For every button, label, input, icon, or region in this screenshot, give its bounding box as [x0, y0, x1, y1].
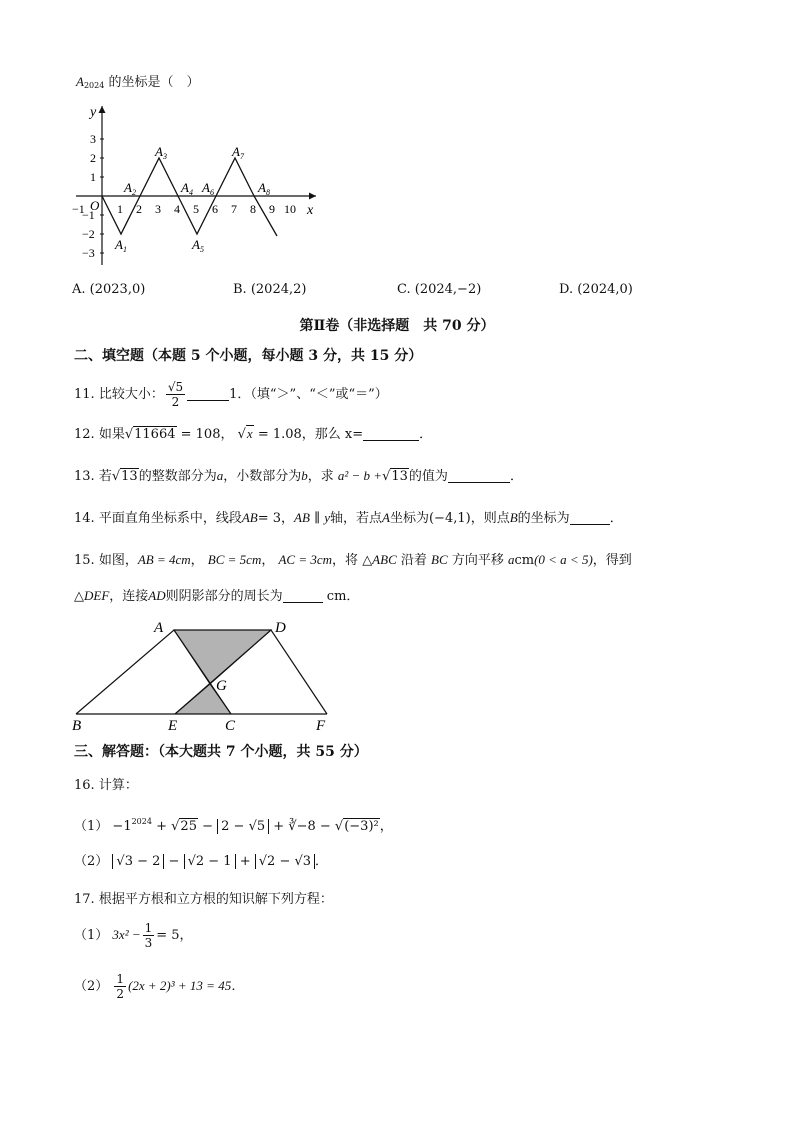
q13-answer-blank[interactable]: [448, 468, 510, 483]
zigzag-line: [102, 158, 277, 236]
x-tick: 1: [117, 202, 123, 216]
x-tick: 2: [136, 202, 142, 216]
point-label-a3: $A_3$: [155, 144, 167, 161]
q12: 12. 如果√11664 = 108， √x = 1.08，那么 x= ．: [74, 426, 433, 442]
label-b: B: [72, 718, 82, 734]
q17-title: 17. 根据平方根和立方根的知识解下列方程：: [74, 892, 333, 907]
part2-title: 第Ⅱ卷（非选择题 共 70 分）: [299, 318, 495, 334]
x-tick: 9: [269, 202, 275, 216]
y-tick: 3: [90, 132, 96, 146]
point-label-a1: $A_1$: [115, 237, 127, 254]
y-axis-label: y: [90, 105, 97, 120]
q10-option-a[interactable]: A. (2023,0): [72, 282, 146, 297]
label-e: E: [168, 718, 178, 734]
label-a: A: [154, 620, 164, 636]
label-c: C: [225, 718, 236, 734]
x-tick: 3: [155, 202, 161, 216]
q17-part1: （1） 3x² − $\frac{1}{3}$ = 5，: [74, 921, 193, 950]
point-label-a2: $A_2$: [124, 180, 136, 197]
q12-answer-blank[interactable]: [363, 426, 419, 441]
y-tick: −3: [82, 246, 95, 260]
translation-triangle-figure: [68, 616, 343, 734]
label-f: F: [316, 718, 326, 734]
y-tick: 2: [90, 151, 96, 165]
x-tick: 5: [193, 202, 199, 216]
q17-fraction-1: $\frac{1}{3}$: [144, 921, 153, 950]
label-g: G: [216, 678, 227, 694]
point-label-a8: $A_8$: [258, 180, 270, 197]
q10-stem: $A_{2024}$ 的坐标是（ ）: [76, 74, 200, 90]
q10-option-b[interactable]: B. (2024,2): [233, 282, 307, 297]
x-axis-label: x: [307, 203, 314, 218]
y-tick: −1: [82, 208, 95, 222]
shaded-top-region: [174, 630, 271, 684]
q16-part2: （2） √3 − 2 − √2 − 1 + √2 − √3 ．: [74, 854, 329, 869]
q17-fraction-2: $\frac{1}{2}$: [116, 972, 125, 1001]
q16-title: 16. 计算：: [74, 778, 138, 793]
q15-line1: 15. 如图，AB = 4cm， BC = 5cm， AC = 3cm，将 △ABC 沿着 BC 方向平移 acm(0 < a < 5)，得到: [74, 552, 632, 568]
point-label-a5: $A_5$: [192, 237, 204, 254]
point-label-a6: $A_6$: [202, 180, 214, 197]
origin-label: O: [90, 198, 100, 213]
y-tick: −2: [82, 227, 95, 241]
x-tick: 10: [284, 202, 296, 216]
q11: 11. 比较大小： $\frac{√5}{2}$ 1．（填“＞”、“＜”或“＝”）: [74, 380, 388, 409]
point-label-a4: $A_4$: [181, 180, 193, 197]
q15-answer-blank[interactable]: [283, 588, 323, 603]
q10-option-d[interactable]: D. (2024,0): [559, 282, 633, 297]
q11-answer-blank[interactable]: [187, 386, 229, 401]
section-solve: 三、解答题：（本大题共 7 个小题，共 55 分）: [74, 744, 368, 760]
q10-option-c[interactable]: C. (2024,−2): [397, 282, 482, 297]
q11-fraction: $\frac{√5}{2}$: [167, 380, 184, 409]
x-tick: 6: [212, 202, 218, 216]
q14-answer-blank[interactable]: [570, 510, 610, 525]
q16-part1: $(1) -1^{2024} + √25 - 2 - √5$ + ∛−8 − √(−3)²，: [74, 817, 393, 834]
x-tick: 4: [174, 202, 180, 216]
q17-part2: （2） $\frac{1}{2}$ (2x + 2)³ + 13 = 45．: [74, 972, 245, 1001]
y-tick: 1: [90, 170, 96, 184]
section-fill-in: 二、填空题（本题 5 个小题，每小题 3 分，共 15 分）: [74, 348, 423, 364]
q14: 14. 平面直角坐标系中，线段AB= 3，AB ∥ y轴，若点A坐标为(−4,1)，则点B的坐标为 ．: [74, 510, 623, 526]
q15-line2: △DEF，连接AD则阴影部分的周长为 cm．: [74, 588, 360, 604]
label-d: D: [275, 620, 286, 636]
point-label-a7: $A_7$: [232, 144, 244, 161]
x-tick: 7: [231, 202, 237, 216]
q13: 13. 若√13的整数部分为a，小数部分为b，求 a² − b +√13的值为 ．: [74, 468, 523, 484]
x-tick: 8: [250, 202, 256, 216]
x-tick: −1: [72, 202, 85, 216]
zigzag-coordinate-graph: [68, 100, 328, 270]
